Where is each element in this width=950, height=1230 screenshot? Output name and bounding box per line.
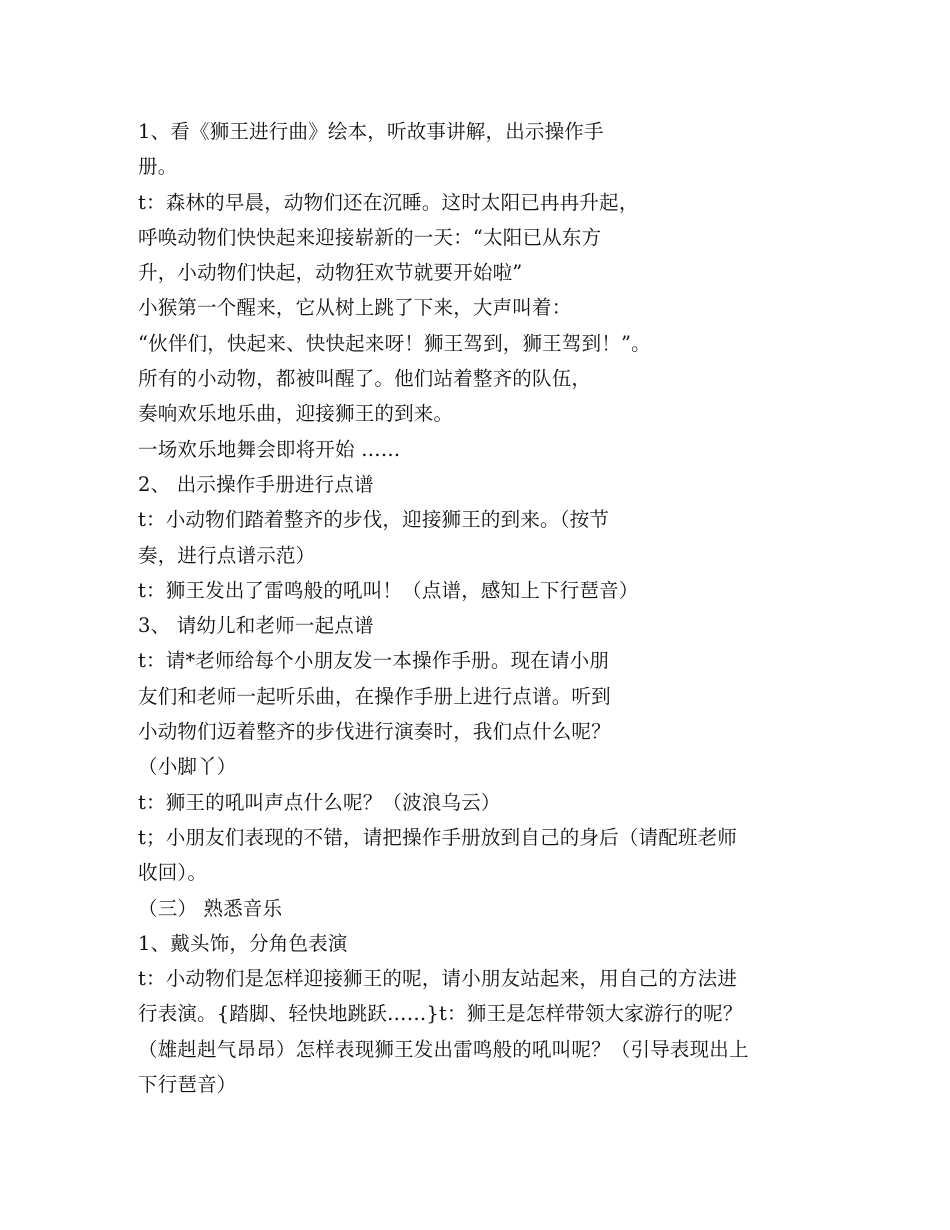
text-line: t：森林的早晨，动物们还在沉睡。这时太阳已冉冉升起， <box>138 190 639 214</box>
text-line: 友们和老师一起听乐曲，在操作手册上进行点谱。听到 <box>138 684 611 708</box>
section-heading: 2、 出示操作手册进行点谱 <box>138 472 374 496</box>
text-line: t：小动物们踏着整齐的步伐，迎接狮王的到来。（按节 <box>138 508 610 532</box>
text-line: 1、看《狮王进行曲》绘本，听故事讲解，出示操作手 <box>138 120 604 143</box>
text-line: 行表演。{踏脚、轻快地跳跃……}t：狮王是怎样带领大家游行的呢？ <box>138 1002 743 1026</box>
text-line: t：狮王发出了雷鸣般的吼叫！（点谱，感知上下行琶音） <box>138 578 639 602</box>
text-line: 收回）。 <box>138 861 208 885</box>
text-line: 升，小动物们快起，动物狂欢节就要开始啦” <box>138 261 523 285</box>
text-line: 册。 <box>138 155 178 179</box>
text-line: 小猴第一个醒来，它从树上跳了下来，大声叫着： <box>138 296 572 320</box>
text-line: t：小动物们是怎样迎接狮王的呢，请小朋友站起来，用自己的方法进 <box>138 967 738 991</box>
text-line: 呼唤动物们快快起来迎接崭新的一天：“太阳已从东方 <box>138 225 602 249</box>
document-body <box>138 114 818 1102</box>
text-line: 下行琶音） <box>138 1073 237 1097</box>
section-heading: （三） 熟悉音乐 <box>138 896 283 920</box>
text-line: t；小朋友们表现的不错，请把操作手册放到自己的身后（请配班老师 <box>138 825 738 849</box>
section-heading: 3、 请幼儿和老师一起点谱 <box>138 614 374 638</box>
text-line: 一场欢乐地舞会即将开始 …… <box>138 437 401 461</box>
text-line: （小脚丫） <box>138 755 237 779</box>
section-heading: 1、戴头饰，分角色表演 <box>138 931 348 955</box>
text-line: 奏，进行点谱示范） <box>138 543 316 567</box>
text-line: t：狮王的吼叫声点什么呢？（波浪乌云） <box>138 790 501 814</box>
text-line: 小动物们迈着整齐的步伐进行演奏时，我们点什么呢？ <box>138 720 611 744</box>
text-line: t：请*老师给每个小朋友发一本操作手册。现在请小朋 <box>138 649 610 673</box>
text-line: 所有的小动物，都被叫醒了。他们站着整齐的队伍， <box>138 367 592 391</box>
text-line: “伙伴们，快起来、快快起来呀！狮王驾到，狮王驾到！”。 <box>138 331 651 355</box>
text-line: 奏响欢乐地乐曲，迎接狮王的到来。 <box>138 402 454 426</box>
text-line: （雄赳赳气昂昂）怎样表现狮王发出雷鸣般的吼叫呢？（引导表现出上 <box>138 1037 749 1061</box>
